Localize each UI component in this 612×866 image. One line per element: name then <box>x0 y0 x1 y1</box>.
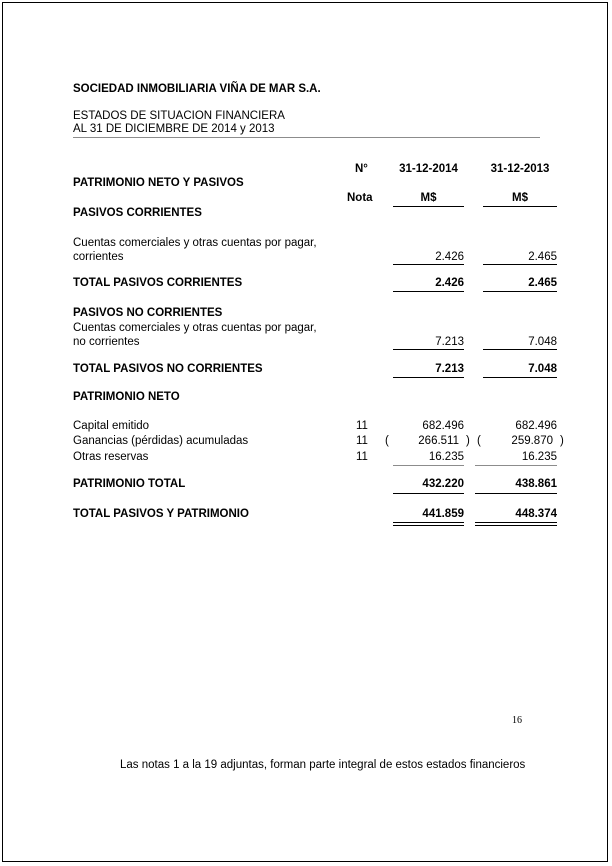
pc-item-label-line1: Cuentas comerciales y otras cuentas por pagar, <box>73 237 317 249</box>
statement-title: ESTADOS DE SITUACION FINANCIERA <box>73 110 285 122</box>
col-header-2014: 31-12-2014 <box>399 163 458 175</box>
otras-reservas-2014-rule <box>393 465 464 466</box>
pc-item-2013-rule <box>483 264 557 265</box>
pnc-item-label-line1: Cuentas comerciales y otras cuentas por pagar, <box>73 322 317 334</box>
pnc-item-2013-rule <box>483 349 557 350</box>
unit-2014: M$ <box>420 192 437 204</box>
ganancias-2014-paren-close: ) <box>466 435 470 447</box>
ganancias-2013-paren-open: ( <box>477 435 481 447</box>
pasivos-no-corrientes-heading: PASIVOS NO CORRIENTES <box>73 307 223 319</box>
grand-total-2014: 441.859 <box>422 508 464 520</box>
page-number: 16 <box>512 715 522 726</box>
pc-item-label-line2: corrientes <box>73 251 124 263</box>
capital-emitido-2013: 682.496 <box>515 420 557 432</box>
pc-total-2013-rule <box>483 291 557 292</box>
pnc-item-2014: 7.213 <box>435 336 464 348</box>
section-title: PATRIMONIO NETO Y PASIVOS <box>73 177 244 189</box>
ganancias-nota: 11 <box>356 435 368 447</box>
pnc-total-label: TOTAL PASIVOS NO CORRIENTES <box>73 363 263 375</box>
otras-reservas-label: Otras reservas <box>73 451 149 463</box>
pc-item-2014: 2.426 <box>435 251 464 263</box>
pnc-item-2014-rule <box>393 349 464 350</box>
pnc-item-label-line2: no corrientes <box>73 336 140 348</box>
patrimonio-total-2014-rule <box>393 493 464 494</box>
col-header-2013: 31-12-2013 <box>490 163 550 175</box>
patrimonio-total-2013: 438.861 <box>515 478 557 490</box>
ganancias-2014-paren-open: ( <box>385 435 389 447</box>
pnc-total-2014-rule <box>393 377 464 378</box>
patrimonio-total-2013-rule <box>475 493 557 494</box>
grand-total-2013: 448.374 <box>515 508 557 520</box>
pnc-total-2013-rule <box>483 377 557 378</box>
statement-date: AL 31 DE DICIEMBRE DE 2014 y 2013 <box>73 123 275 135</box>
grand-total-label: TOTAL PASIVOS Y PATRIMONIO <box>73 508 249 520</box>
pasivos-corrientes-heading: PASIVOS CORRIENTES <box>73 207 202 219</box>
unit-2013: M$ <box>512 192 528 204</box>
grand-total-2014-double-rule <box>393 522 464 526</box>
patrimonio-neto-heading: PATRIMONIO NETO <box>73 391 180 403</box>
company-name: SOCIEDAD INMOBILIARIA VIÑA DE MAR S.A. <box>73 83 321 95</box>
otras-reservas-2013: 16.235 <box>521 451 557 463</box>
pnc-total-2014: 7.213 <box>435 363 464 375</box>
patrimonio-total-2014: 432.220 <box>422 478 464 490</box>
footer-note: Las notas 1 a la 19 adjuntas, forman parte integral de estos estados financieros <box>120 759 526 771</box>
nota-header-top: N° <box>355 163 368 175</box>
pnc-item-2013: 7.048 <box>528 336 557 348</box>
pc-total-2013: 2.465 <box>528 277 557 289</box>
pnc-total-2013: 7.048 <box>528 363 557 375</box>
pc-item-2013: 2.465 <box>528 251 557 263</box>
ganancias-2013: 259.870 <box>511 435 553 447</box>
header-divider <box>73 137 540 138</box>
capital-emitido-label: Capital emitido <box>73 420 150 432</box>
pc-total-label: TOTAL PASIVOS CORRIENTES <box>73 277 243 289</box>
patrimonio-total-label: PATRIMONIO TOTAL <box>73 478 186 490</box>
pc-total-2014-rule <box>393 291 464 292</box>
capital-emitido-2014: 682.496 <box>422 420 464 432</box>
otras-reservas-nota: 11 <box>356 451 368 463</box>
pc-item-2014-rule <box>393 264 464 265</box>
ganancias-2014: 266.511 <box>418 435 459 447</box>
unit-2013-underline <box>483 206 557 207</box>
nota-header-bottom: Nota <box>347 192 373 204</box>
otras-reservas-2014: 16.235 <box>428 451 464 463</box>
unit-2014-underline <box>393 206 464 207</box>
pc-total-2014: 2.426 <box>435 277 464 289</box>
otras-reservas-2013-rule <box>475 465 557 466</box>
ganancias-2013-paren-close: ) <box>560 435 564 447</box>
grand-total-2013-double-rule <box>475 522 557 526</box>
ganancias-label: Ganancias (pérdidas) acumuladas <box>73 435 249 447</box>
capital-emitido-nota: 11 <box>356 420 368 432</box>
